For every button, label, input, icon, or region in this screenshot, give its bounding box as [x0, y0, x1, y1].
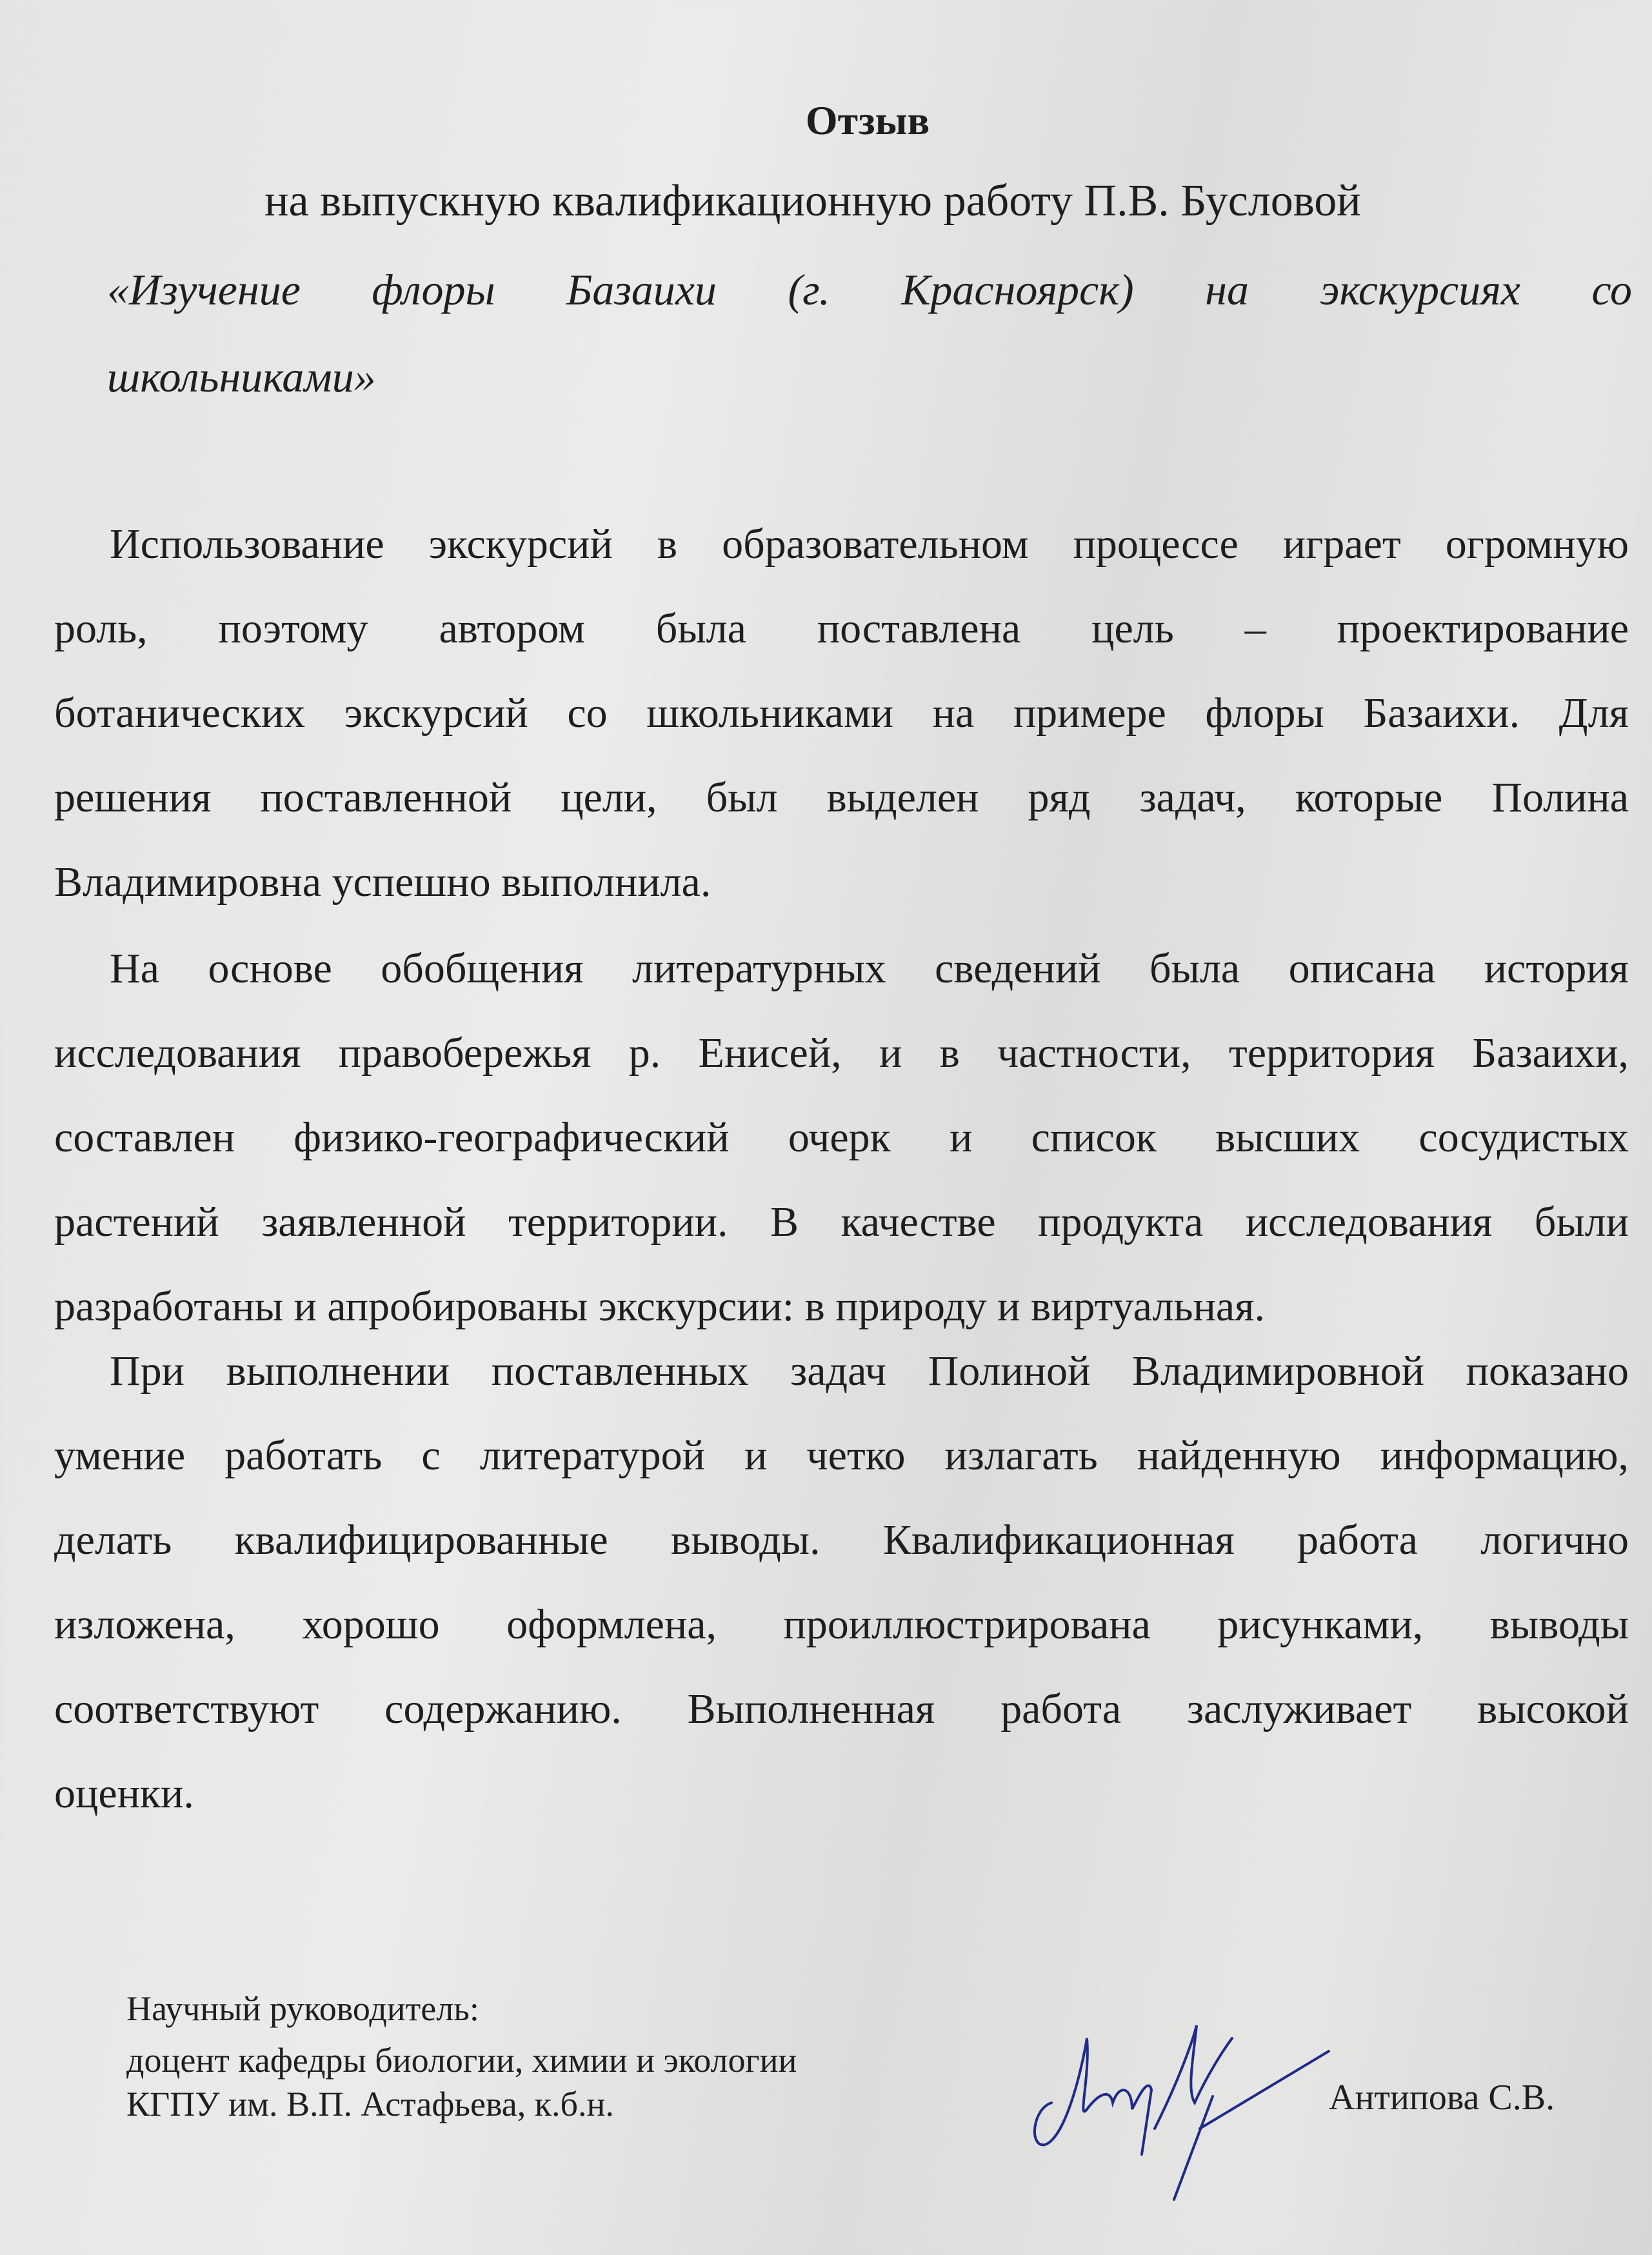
- signer-name: Антипова С.В.: [1329, 2078, 1555, 2118]
- paragraph-line: решения поставленной цели, был выделен ряд задач, которые Полина: [54, 774, 1629, 821]
- paragraph-line: Владимировна успешно выполнила.: [54, 859, 712, 906]
- paragraph-line: растений заявленной территории. В качестве продукта исследования были: [54, 1198, 1629, 1246]
- paragraph-line: На основе обобщения литературных сведений была описана история: [110, 945, 1629, 992]
- signature-block: [126, 1987, 797, 2126]
- paragraph-line: изложена, хорошо оформлена, проиллюстрирована рисунками, выводы: [54, 1601, 1629, 1648]
- paragraph-line: разработаны и апробированы экскурсии: в природу и виртуальная.: [54, 1283, 1266, 1330]
- paragraph-line: При выполнении поставленных задач Полиной Владимировной показано: [110, 1347, 1629, 1395]
- paragraph-line: оценки.: [54, 1770, 194, 1817]
- paragraph-line: делать квалифицированные выводы. Квалификационная работа логично: [54, 1516, 1629, 1564]
- signer-role: Научный руководитель:: [126, 1989, 479, 2028]
- document-title: Отзыв: [805, 97, 930, 143]
- work-title-line: «Изучение флоры Базаихи (г. Красноярск) на экскурсиях со: [107, 265, 1632, 314]
- paragraph-line: ботанических экскурсий со школьниками на примере флоры Базаихи. Для: [54, 690, 1629, 737]
- document-subtitle: на выпускную квалификационную работу П.В. Бусловой: [264, 176, 1361, 226]
- signer-institution: КГПУ им. В.П. Астафьева, к.б.н.: [126, 2085, 614, 2123]
- paragraph-line: составлен физико-географический очерк и список высших сосудистых: [54, 1114, 1629, 1161]
- paragraph-line: Использование экскурсий в образовательном процессе играет огромную: [110, 521, 1629, 568]
- signer-position: доцент кафедры биологии, химии и экологии: [126, 2041, 797, 2080]
- handwritten-signature: [1026, 2000, 1335, 2212]
- paragraph-line: умение работать с литературой и четко излагать найденную информацию,: [54, 1432, 1629, 1479]
- paragraph-line: исследования правобережья р. Енисей, и в частности, территория Базаихи,: [54, 1029, 1629, 1077]
- paragraph-line: роль, поэтому автором была поставлена цель – проектирование: [54, 605, 1629, 652]
- work-title-line: школьниками»: [107, 352, 376, 401]
- paragraph-line: соответствуют содержанию. Выполненная работа заслуживает высокой: [54, 1685, 1629, 1733]
